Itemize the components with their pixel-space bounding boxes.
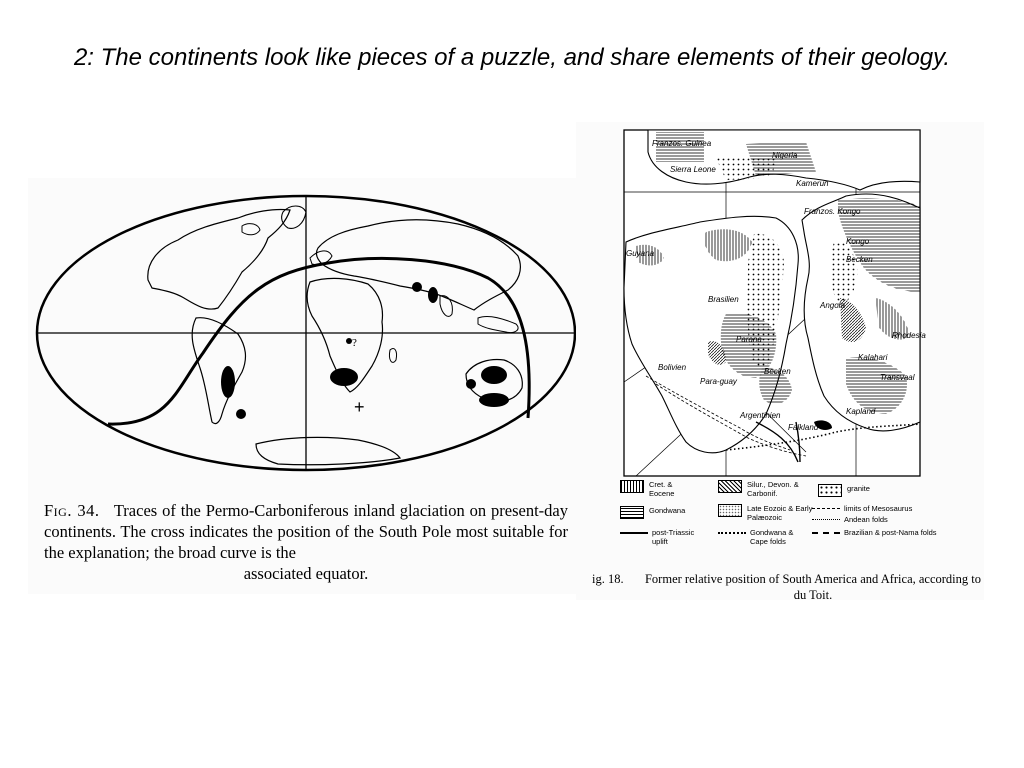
glaciation-mark xyxy=(236,409,246,419)
label-argentinien: Argentinien xyxy=(740,411,781,420)
south-pole-cross: + xyxy=(354,397,365,417)
legend-gondwana-cape: Gondwana & Cape folds xyxy=(750,528,794,546)
figure-34-number: Fig. 34. xyxy=(44,501,100,520)
glaciation-mark xyxy=(481,366,507,384)
label-franzos: Franzos. Guinea xyxy=(652,139,712,148)
legend-cret: Cret. & Eocene xyxy=(649,480,675,498)
label-kapland: Kapland xyxy=(846,407,876,416)
legend-andean: Andean folds xyxy=(844,515,888,524)
label-becken-top: Becken xyxy=(846,255,873,264)
continent-greenland xyxy=(282,206,306,228)
legend-late-eozoic: Late Eozoic & Early Palæozoic xyxy=(747,504,813,522)
glaciation-mark xyxy=(466,379,476,389)
legend-mesosaurus: limits of Mesosaurus xyxy=(844,504,913,513)
swatch-dots xyxy=(818,484,842,497)
figure-34-caption-last: associated equator. xyxy=(243,564,369,583)
slide-title: 2: The continents look like pieces of a puzzle, and share elements of their geology. xyxy=(73,44,951,71)
legend-granite: granite xyxy=(847,484,870,493)
legend-brazilian: Brazilian & post-Nama folds xyxy=(844,528,937,537)
continent-antarctica xyxy=(256,437,400,464)
glaciation-mark xyxy=(479,393,509,407)
legend-post-triassic: post-Triassic uplift xyxy=(652,528,695,546)
swatch-stipple xyxy=(718,504,742,517)
swatch-horizontal-hatch xyxy=(620,506,644,519)
label-kongo: Kongo xyxy=(846,237,870,246)
label-guyana: Guyana xyxy=(626,249,655,258)
glaciation-mark xyxy=(412,282,422,292)
figure-18-caption xyxy=(592,571,982,603)
question-mark: ? xyxy=(352,337,357,349)
continent-north-america xyxy=(148,209,290,309)
glaciation-mark xyxy=(428,287,438,303)
figure-34-caption xyxy=(44,500,568,584)
label-franzos-kongo: Franzos. Kongo xyxy=(804,207,861,216)
label-parana: Parana xyxy=(736,335,762,344)
figure-18-number: ig. 18. xyxy=(592,572,624,586)
swatch-diagonal-hatch xyxy=(718,480,742,493)
swatch-vertical-hatch xyxy=(620,480,644,493)
label-kalahari: Kalahari xyxy=(858,353,888,362)
label-transvaal: Transvaal xyxy=(880,373,915,382)
legend-gondwana: Gondwana xyxy=(649,506,686,515)
equator-curve xyxy=(108,258,529,424)
figure-18-caption-text: Former relative position of South America and Africa, according to du Toit. xyxy=(644,572,982,602)
label-angola: Angola xyxy=(820,301,845,310)
glaciation-mark xyxy=(330,368,358,386)
label-falkland: Falkland xyxy=(788,423,819,432)
label-sierra: Sierra Leone xyxy=(670,165,716,174)
label-brasilien: Brasilien xyxy=(708,295,739,304)
label-paraguay: Para-guay xyxy=(700,377,737,386)
figure-34-caption-text: Traces of the Permo-Carboniferous inland glaciation on present-day continents. The cross indicates the position of the South Pole most suitable for the explanation; the broad curve is the xyxy=(44,501,568,562)
label-nigeria: Nigeria xyxy=(772,151,798,160)
label-becken: Becken xyxy=(764,367,791,376)
label-rhodesia: Rhodesia xyxy=(892,331,926,340)
label-bolivien: Bolivien xyxy=(658,363,687,372)
legend-silur: Silur., Devon. & Carbonif. xyxy=(747,480,799,498)
glaciation-mark xyxy=(221,366,235,398)
map-legend xyxy=(620,480,950,558)
label-kamerun: Kamerun xyxy=(796,179,829,188)
